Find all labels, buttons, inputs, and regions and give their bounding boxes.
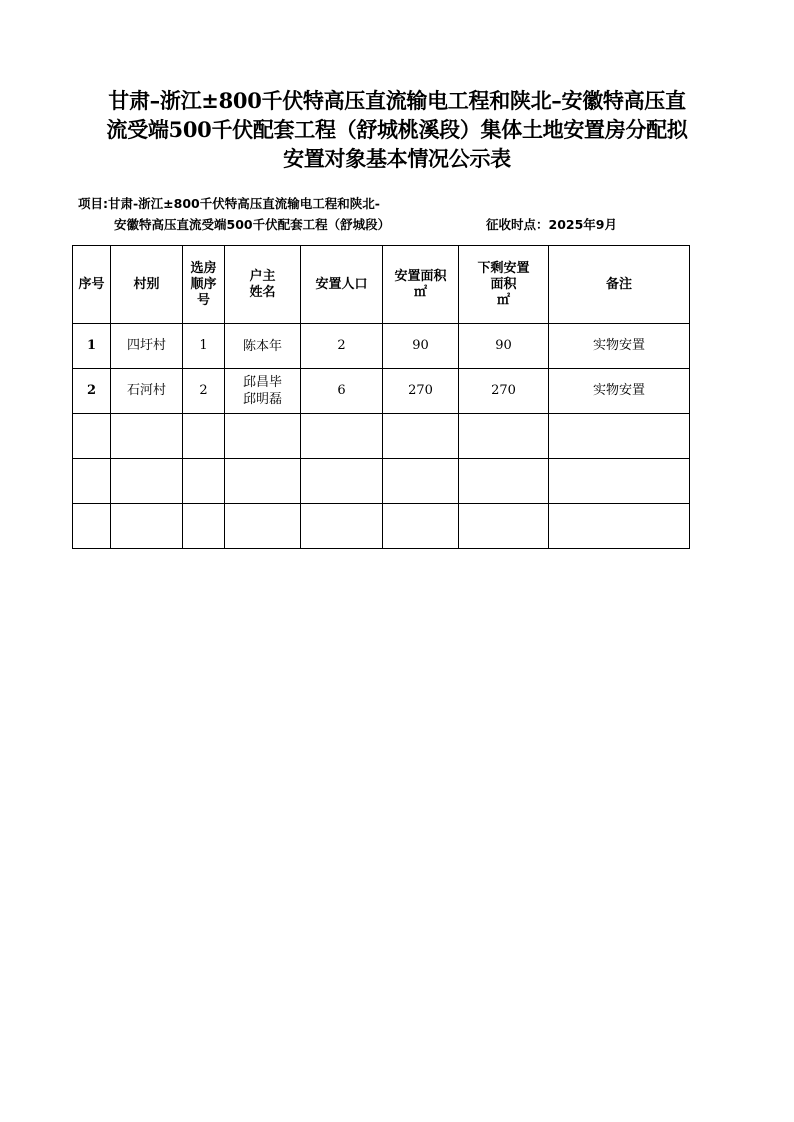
header-head-line-1: 户主 bbox=[249, 268, 276, 284]
header-head-line-2: 姓名 bbox=[249, 284, 276, 300]
header-area-line-2: ㎡ bbox=[413, 284, 427, 300]
collect-time: 征收时点：2025年9月 bbox=[486, 217, 617, 232]
cell-population: 6 bbox=[301, 369, 383, 414]
header-population-label: 安置人口 bbox=[315, 276, 368, 292]
cell-village: 石河村 bbox=[111, 369, 183, 414]
header-seq bbox=[73, 246, 111, 324]
empty-table-row bbox=[73, 414, 690, 459]
header-remain bbox=[459, 246, 549, 324]
empty-cell bbox=[225, 414, 301, 459]
empty-cell bbox=[111, 459, 183, 504]
empty-cell bbox=[183, 504, 225, 549]
table-row bbox=[73, 324, 690, 369]
cell-order: 2 bbox=[183, 369, 225, 414]
head-name: 邱明磊 bbox=[242, 392, 282, 407]
cell-area: 90 bbox=[383, 324, 459, 369]
cell-note: 实物安置 bbox=[549, 369, 690, 414]
header-remain-line-2: 面积 bbox=[490, 276, 517, 292]
cell-remain: 270 bbox=[459, 369, 549, 414]
empty-cell bbox=[111, 414, 183, 459]
header-village-label: 村别 bbox=[133, 276, 160, 292]
empty-cell bbox=[301, 414, 383, 459]
empty-cell bbox=[225, 504, 301, 549]
document-title bbox=[60, 86, 734, 173]
empty-cell bbox=[549, 504, 690, 549]
title-line-1: 甘肃–浙江±800千伏特高压直流输电工程和陕北–安徽特高压直 bbox=[108, 88, 686, 113]
empty-cell bbox=[111, 504, 183, 549]
cell-note: 实物安置 bbox=[549, 324, 690, 369]
allocation-table bbox=[72, 245, 690, 549]
title-line-2: 流受端500千伏配套工程（舒城桃溪段）集体土地安置房分配拟 bbox=[106, 117, 688, 142]
empty-cell bbox=[383, 459, 459, 504]
header-seq-label: 序号 bbox=[78, 276, 105, 292]
cell-head-name bbox=[225, 324, 301, 369]
empty-cell bbox=[73, 504, 111, 549]
cell-population: 2 bbox=[301, 324, 383, 369]
header-order bbox=[183, 246, 225, 324]
header-remain-line-1: 下剩安置 bbox=[477, 260, 530, 276]
header-area bbox=[383, 246, 459, 324]
project-line-2: 安徽特高压直流受端500千伏配套工程（舒城段） bbox=[114, 217, 391, 232]
table-row bbox=[73, 369, 690, 414]
head-name: 陈本年 bbox=[242, 338, 282, 354]
empty-cell bbox=[459, 459, 549, 504]
empty-cell bbox=[459, 504, 549, 549]
empty-cell bbox=[225, 459, 301, 504]
head-name: 邱昌毕 bbox=[242, 375, 282, 390]
empty-cell bbox=[301, 459, 383, 504]
empty-cell bbox=[183, 414, 225, 459]
empty-cell bbox=[301, 504, 383, 549]
empty-cell bbox=[549, 414, 690, 459]
header-order-line-1: 选房 bbox=[190, 260, 217, 276]
empty-cell bbox=[383, 504, 459, 549]
project-info bbox=[78, 193, 390, 235]
empty-cell bbox=[73, 414, 111, 459]
header-note-label: 备注 bbox=[605, 276, 632, 292]
cell-remain: 90 bbox=[459, 324, 549, 369]
header-order-line-3: 号 bbox=[196, 292, 210, 308]
cell-head-name bbox=[225, 369, 301, 414]
project-line-1: 项目:甘肃-浙江±800千伏特高压直流输电工程和陕北- bbox=[78, 196, 380, 211]
header-note bbox=[549, 246, 690, 324]
cell-order: 1 bbox=[183, 324, 225, 369]
empty-cell bbox=[459, 414, 549, 459]
header-remain-line-3: ㎡ bbox=[496, 292, 510, 308]
empty-table-row bbox=[73, 504, 690, 549]
header-population bbox=[301, 246, 383, 324]
empty-cell bbox=[73, 459, 111, 504]
cell-seq: 2 bbox=[73, 369, 111, 414]
header-village bbox=[111, 246, 183, 324]
title-line-3: 安置对象基本情况公示表 bbox=[283, 146, 511, 171]
cell-village: 四圩村 bbox=[111, 324, 183, 369]
header-head bbox=[225, 246, 301, 324]
table-header-row bbox=[73, 246, 690, 324]
empty-table-row bbox=[73, 459, 690, 504]
empty-cell bbox=[183, 459, 225, 504]
header-area-line-1: 安置面积 bbox=[394, 268, 447, 284]
empty-cell bbox=[549, 459, 690, 504]
cell-area: 270 bbox=[383, 369, 459, 414]
cell-seq: 1 bbox=[73, 324, 111, 369]
empty-cell bbox=[383, 414, 459, 459]
header-order-line-2: 顺序 bbox=[190, 276, 217, 292]
